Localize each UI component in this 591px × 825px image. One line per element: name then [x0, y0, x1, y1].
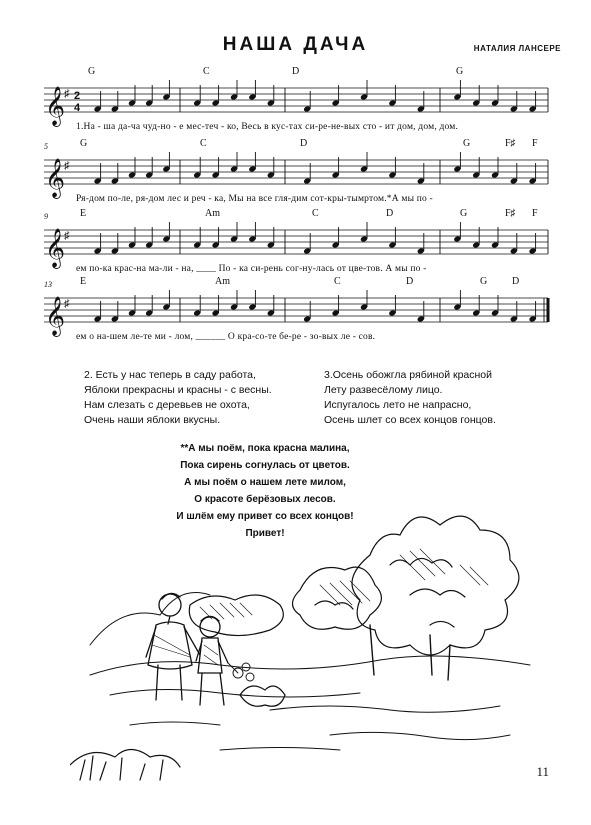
chord-symbol: E: [80, 276, 87, 287]
chord-row: [0, 66, 591, 80]
verse-line: Испугалось лето не напрасно,: [324, 399, 472, 411]
lyrics-line: Ря-дом по-ле, ря-дом лес и реч - ка, Мы на все гля-дим сот-кры-тымртом.*А мы по -: [76, 194, 433, 204]
chord-symbol: Am: [215, 276, 230, 287]
key-signature-sharp-icon: ♯: [64, 298, 70, 310]
chorus-line: И шлём ему привет со всех концов!: [176, 511, 354, 522]
page-number: 11: [536, 764, 549, 779]
chord-symbol: G: [480, 276, 488, 287]
key-signature-sharp-icon: ♯: [64, 230, 70, 242]
verse-line: Нам слезать с деревьев не охота,: [84, 399, 250, 411]
verse-2: [84, 368, 272, 428]
chord-symbol: F: [532, 208, 538, 219]
chord-symbol: D: [300, 138, 308, 149]
chord-symbol: D: [292, 66, 300, 77]
chord-symbol: E: [80, 208, 87, 219]
time-signature: 2: [74, 90, 81, 102]
treble-clef-icon: 𝄞: [45, 228, 66, 268]
time-signature: 4: [74, 102, 81, 114]
measure-number: 13: [44, 280, 52, 289]
chorus-line: О красоте берёзовых лесов.: [194, 494, 336, 505]
verse-line: Яблоки прекрасны и красны - с весны.: [84, 384, 272, 396]
song-title: НАША ДАЧА: [222, 34, 369, 55]
treble-clef-icon: 𝄞: [45, 296, 66, 336]
treble-clef-icon: 𝄞: [45, 86, 66, 126]
chord-symbol: D: [386, 208, 394, 219]
verse-line: 3.Осень обожгла рябиной красной: [324, 369, 493, 381]
chord-symbol: F♯: [505, 138, 516, 149]
chord-row: [0, 138, 591, 152]
composer-name: НАТАЛИЯ ЛАНСЕРЕ: [473, 44, 561, 53]
chord-symbol: F: [532, 138, 538, 149]
measure-number: 9: [44, 212, 48, 221]
chord-symbol: C: [312, 208, 319, 219]
chord-symbol: C: [203, 66, 210, 77]
chorus-line: **А мы поём, пока красна малина,: [180, 443, 350, 454]
verse-3: [324, 368, 496, 428]
lyrics-line: ем о на-шем ле-те ми - лом, ______ О кра-со-те бе-ре - зо-вых ле - сов.: [76, 332, 376, 342]
lyrics-line: 1.На - ша да-ча чуд-но - е мес-теч - ко, Весь в кус-тах си-ре-не-вых сто - ит дом, дом, дом.: [76, 122, 459, 132]
verse-line: Лету развесёлому лицо.: [324, 384, 443, 396]
key-signature-sharp-icon: ♯: [64, 160, 70, 172]
chord-row: [0, 208, 591, 222]
verse-line: Осень шлет со всех концов гонцов.: [324, 414, 496, 426]
chord-symbol: G: [80, 138, 88, 149]
verse-line: 2. Есть у нас теперь в саду работа,: [84, 369, 256, 381]
chorus-line: А мы поём о нашем лете милом,: [184, 477, 346, 488]
chord-symbol: G: [88, 66, 96, 77]
chord-row: [0, 276, 591, 290]
chord-symbol: D: [406, 276, 414, 287]
children-by-lake-drawing: [70, 495, 550, 785]
chorus-line: Привет!: [245, 528, 285, 539]
chorus-line: Пока сирень согнулась от цветов.: [180, 460, 350, 471]
measure-number: 5: [44, 142, 48, 151]
chord-symbol: Am: [205, 208, 220, 219]
chord-symbol: D: [512, 276, 520, 287]
chord-symbol: G: [463, 138, 471, 149]
chord-symbol: G: [460, 208, 468, 219]
chord-symbol: C: [200, 138, 207, 149]
chord-symbol: G: [456, 66, 464, 77]
treble-clef-icon: 𝄞: [45, 158, 66, 198]
key-signature-sharp-icon: ♯: [64, 88, 70, 100]
verse-line: Очень наши яблоки вкусны.: [84, 414, 221, 426]
chord-symbol: F♯: [505, 208, 516, 219]
lyrics-line: ем по-ка крас-на ма-ли - на, ____ По - ка си-рень сог-ну-лась от цве-тов. А мы по -: [76, 264, 427, 274]
chord-symbol: C: [334, 276, 341, 287]
